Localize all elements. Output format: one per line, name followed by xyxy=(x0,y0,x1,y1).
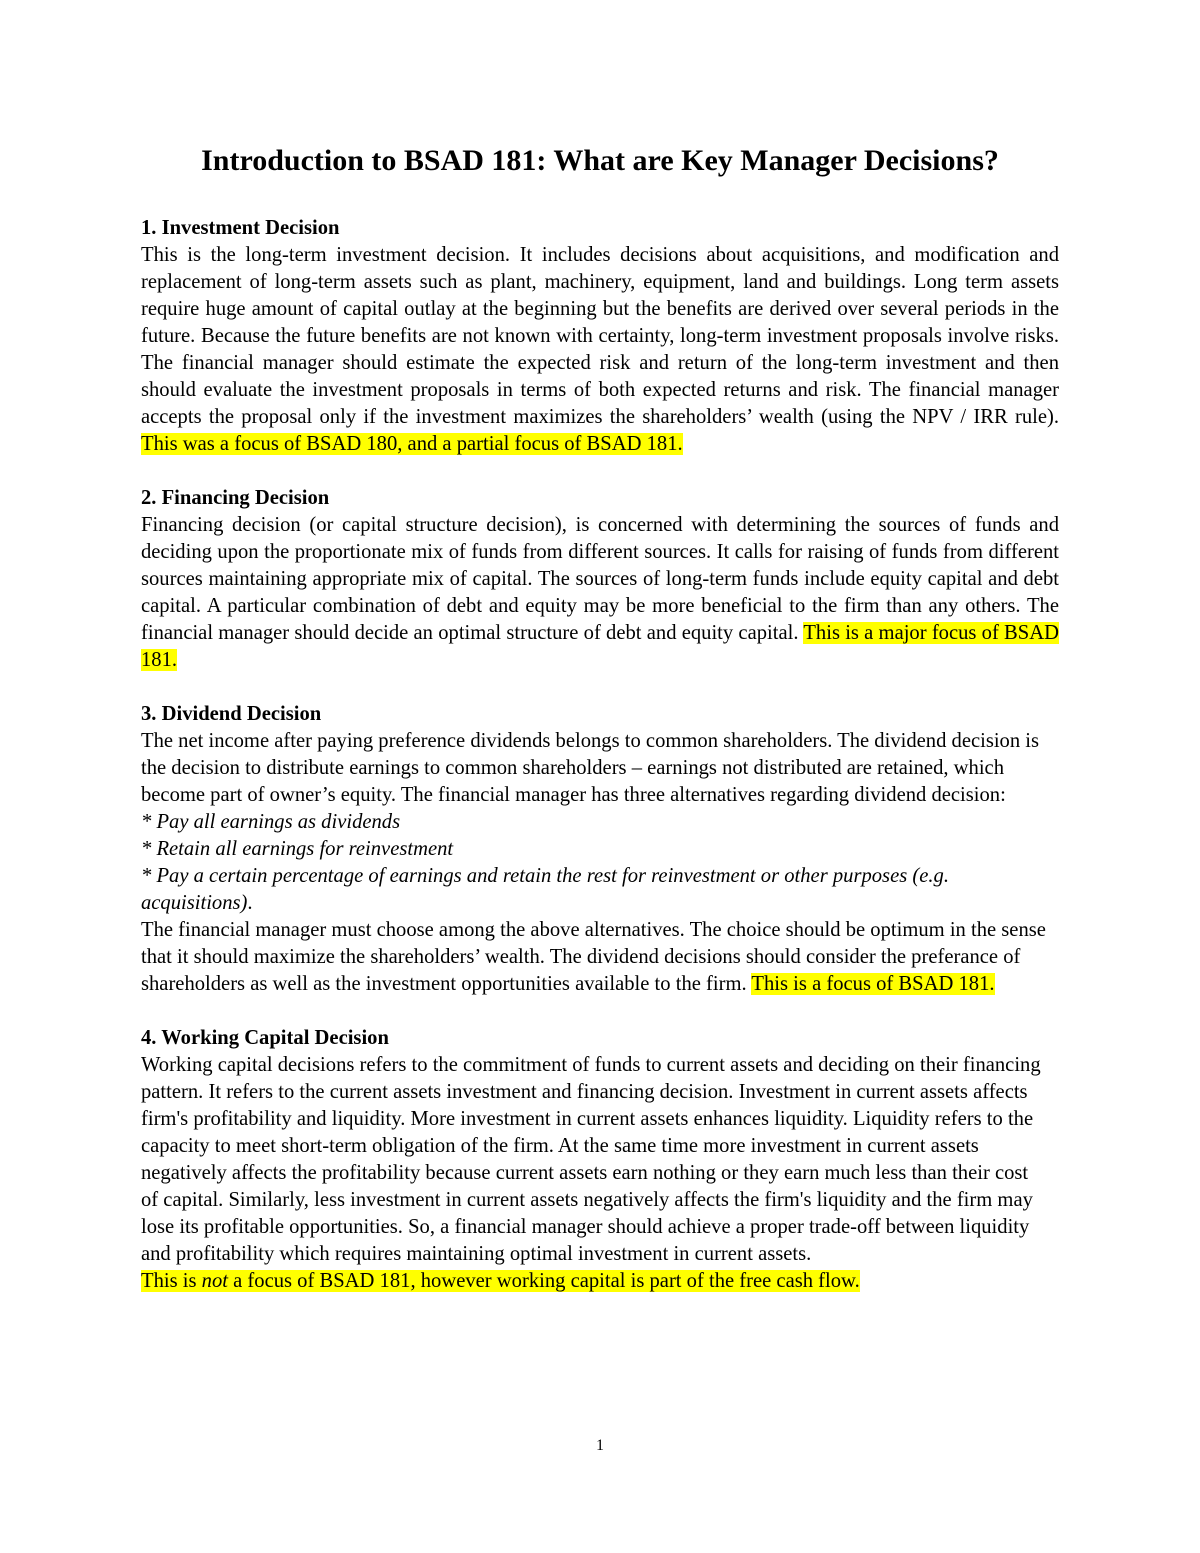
section-paragraph xyxy=(141,242,1059,458)
paragraph-text: The financial manager must choose among the above alternatives. The choice should be optimum in the sense that it should maximize the shareholders’ wealth. The dividend decisions should consider the preferance of shareholders as well as the investment opportunities available to the firm. xyxy=(141,919,1046,995)
dividend-option: * Pay all earnings as dividends xyxy=(141,811,401,833)
section-financing-decision xyxy=(141,485,1059,674)
section-heading: 2. Financing Decision xyxy=(141,487,330,509)
section-heading: 3. Dividend Decision xyxy=(141,703,322,725)
section-paragraph: Working capital decisions refers to the commitment of funds to current assets and deciding on their financing pattern. It refers to the current assets investment and financing decision. Investment in current assets affects firm's profitability and liquidity. More investment in current assets enhances liquidity. Liquidity refers to the capacity to meet short-term obligation of the firm. At the same time more investment in current assets negatively affects the profitability because current assets earn nothing or they earn much less than their cost of capital. Similarly, less investment in current assets negatively affects the firm's liquidity and the firm may lose its profitable opportunities. So, a financial manager should achieve a proper trade-off between liquidity and profitability which requires maintaining optimal investment in current assets. xyxy=(141,1054,1041,1265)
highlighted-note: This is a major focus of BSAD 181. xyxy=(141,622,1059,671)
document-page xyxy=(141,0,1059,1553)
page-number: 1 xyxy=(596,1437,604,1454)
section-investment-decision xyxy=(141,215,1059,458)
highlighted-note xyxy=(141,1270,860,1292)
highlighted-note: This was a focus of BSAD 180, and a partial focus of BSAD 181. xyxy=(141,433,683,455)
section-dividend-decision xyxy=(141,701,1059,998)
dividend-option: * Retain all earnings for reinvestment xyxy=(141,838,454,860)
highlight-emphasis: not xyxy=(201,1270,228,1292)
section-paragraph xyxy=(141,917,1046,998)
dividend-option-end: . xyxy=(247,892,253,914)
section-working-capital-decision xyxy=(141,1025,1059,1295)
page-title: Introduction to BSAD 181: What are Key Manager Decisions? xyxy=(201,144,999,177)
paragraph-text: Financing decision (or capital structure decision), is concerned with determining the sources of funds and deciding upon the proportionate mix of funds from different sources. It calls for raising of funds from different sources maintaining appropriate mix of capital. The sources of long-term funds include equity capital and debt capital. A particular combination of debt and equity may be more beneficial to the firm than any others. The financial manager should decide an optimal structure of debt and equity capital. xyxy=(141,514,1059,644)
section-paragraph: The net income after paying preference dividends belongs to common shareholders. The dividend decision is the decision to distribute earnings to common shareholders – earnings not distributed are retained, which become part of owner’s equity. The financial manager has three alternatives regarding dividend decision: xyxy=(141,730,1040,806)
highlight-text: a focus of BSAD 181, however working capital is part of the free cash flow. xyxy=(227,1270,860,1292)
highlight-text: This is xyxy=(141,1270,202,1292)
section-paragraph xyxy=(141,512,1059,674)
highlighted-note: This is a focus of BSAD 181. xyxy=(751,973,995,995)
section-heading: 1. Investment Decision xyxy=(141,217,340,239)
dividend-option-item xyxy=(141,863,1059,917)
document-body xyxy=(141,215,1059,1322)
paragraph-text: This is the long-term investment decision. It includes decisions about acquisitions, and modification and replacement of long-term assets such as plant, machinery, equipment, land and buildings. Long term assets require huge amount of capital outlay at the beginning but the benefits are derived over several periods in the future. Because the future benefits are not known with certainty, long-term investment proposals involve risks. The financial manager should estimate the expected risk and return of the long-term investment and then should evaluate the investment proposals in terms of both expected returns and risk. The financial manager accepts the proposal only if the investment maximizes the shareholders’ wealth (using the NPV / IRR rule). xyxy=(141,244,1059,428)
dividend-option: * Pay a certain percentage of earnings and retain the rest for reinvestment or other purposes (e.g. acquisitions) xyxy=(141,865,949,914)
highlighted-note-line xyxy=(141,1268,1059,1295)
section-heading: 4. Working Capital Decision xyxy=(141,1027,389,1049)
